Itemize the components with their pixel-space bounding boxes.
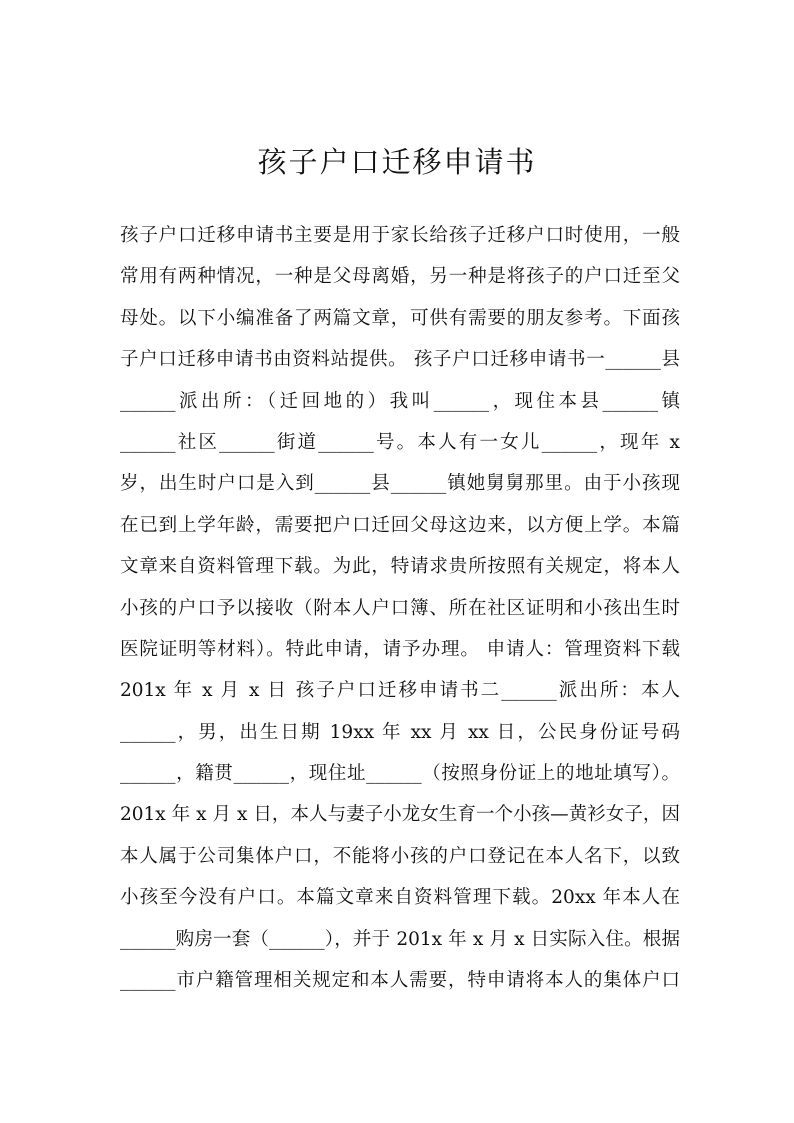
body-line: 在已到上学年龄，需要把户口迁回父母这边来，以方便上学。本篇 — [120, 514, 680, 536]
body-line: ______购房一套（______），并于 201x 年 x 月 x 日实际入住。根据 — [120, 928, 680, 950]
body-line: 本人属于公司集体户口，不能将小孩的户口登记在本人名下，以致 — [120, 845, 680, 867]
body-line: 201x 年 x 月 x 日，本人与妻子小龙女生育一个小孩—黄衫女子，因 — [120, 804, 680, 826]
body-line: 小孩至今没有户口。本篇文章来自资料管理下载。20xx 年本人在 — [120, 887, 680, 909]
body-line: 小孩的户口予以接收（附本人户口簿、所在社区证明和小孩出生时 — [120, 597, 680, 619]
body-line: 医院证明等材料）。特此申请，请予办理。 申请人：管理资料下载 — [120, 638, 680, 660]
body-line: 文章来自资料管理下载。为此，特请求贵所按照有关规定，将本人 — [120, 556, 680, 578]
body-line: 常用有两种情况，一种是父母离婚，另一种是将孩子的户口迁至父 — [120, 266, 680, 288]
body-line: 岁，出生时户口是入到______县______镇她舅舅那里。由于小孩现 — [120, 473, 680, 495]
body-line: ______派出所：（迁回地的）我叫______，现住本县______镇 — [120, 390, 680, 412]
body-line: 201x 年 x 月 x 日 孩子户口迁移申请书二______派出所：本人 — [120, 680, 680, 702]
body-line: 子户口迁移申请书由资料站提供。 孩子户口迁移申请书一______县 — [120, 349, 680, 371]
body-line: ______，籍贯______，现住址______（按照身份证上的地址填写）。 — [120, 763, 680, 785]
document-title: 孩子户口迁移申请书 — [257, 145, 537, 179]
body-line: 母处。以下小编准备了两篇文章，可供有需要的朋友参考。下面孩 — [120, 307, 680, 329]
body-line: ______社区______街道______号。本人有一女儿______，现年 x — [120, 431, 680, 453]
body-line: 孩子户口迁移申请书主要是用于家长给孩子迁移户口时使用，一般 — [120, 225, 680, 246]
body-line: ______，男，出生日期 19xx 年 xx 月 xx 日，公民身份证号码 — [120, 721, 680, 743]
document-body — [120, 215, 680, 1001]
body-line: ______市户籍管理相关规定和本人需要，特申请将本人的集体户口 — [120, 970, 680, 992]
